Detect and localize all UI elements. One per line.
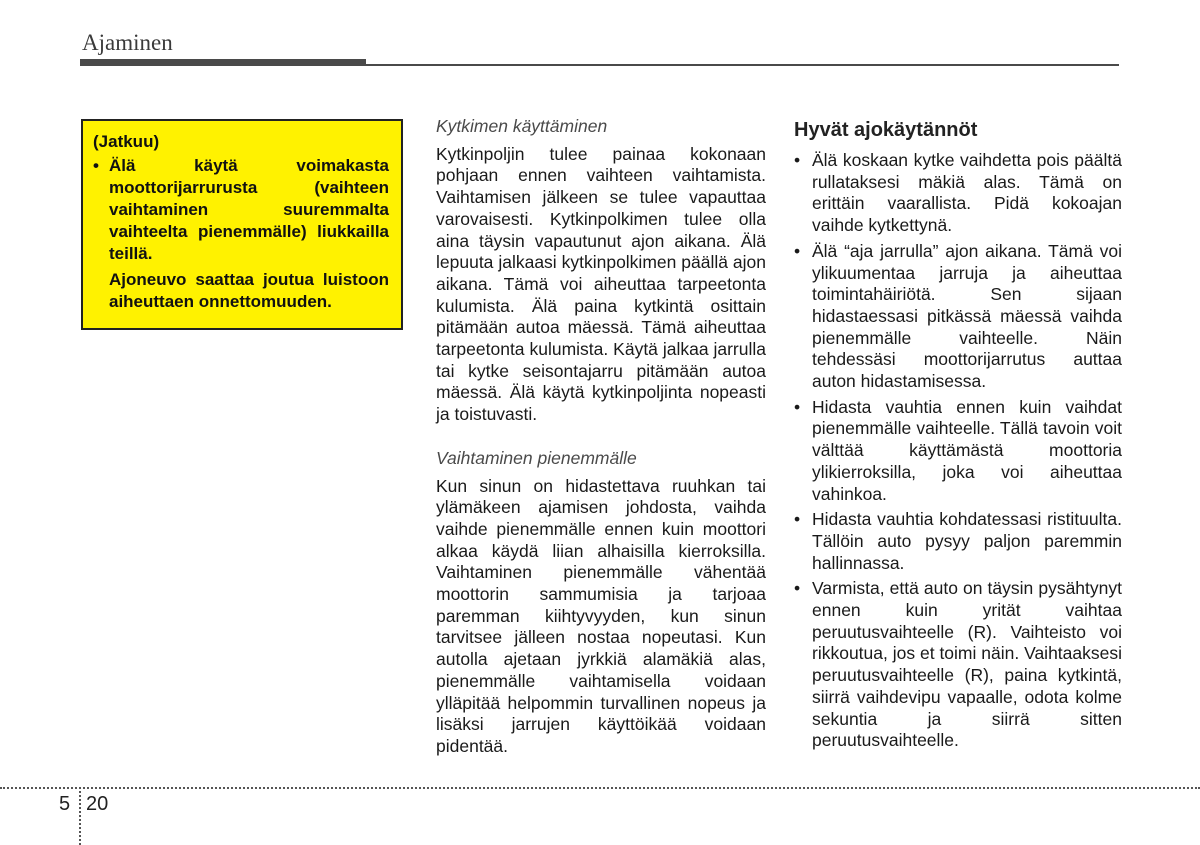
warning-bullet-text: Älä käytä voimakasta moottorijarrurusta (vaihteen vaihtaminen suuremmalta vaihteelta pienemmälle) liukkailla teillä. (109, 156, 389, 263)
header-rule-thick (80, 59, 366, 66)
bullet-dot: • (93, 156, 99, 175)
chapter-number: 5 (59, 793, 71, 815)
header-rule-thin (366, 64, 1119, 66)
practice-item (794, 150, 1122, 237)
warning-extra-text: Ajoneuvo saattaa joutua luistoon aiheuttaen onnettomuuden. (109, 270, 389, 311)
practice-item (794, 509, 1122, 574)
bullet-dot: • (794, 240, 801, 261)
section-title-clutch: Kytkimen käyttäminen (436, 116, 608, 136)
bullet-dot: • (794, 509, 801, 530)
page-header-title: Ajaminen (82, 30, 173, 55)
footer-rule (0, 787, 1200, 789)
practice-item-text: Varmista, että auto on täysin pysähtynyt ennen kuin yrität vaihtaa peruutusvaihteelle (R). Vaihteisto voi rikkoutua, jos et toimi näin. Vaihtaaksesi peruutusvaihteelle (R), paina kytkintä, siirrä vaihdevipu vapaalle, odota kolme sekuntia ja siirrä sitten peruutusvaihteelle. (812, 578, 1122, 751)
bullet-dot: • (794, 578, 801, 599)
good-practices-heading: Hyvät ajokäytännöt (794, 119, 978, 141)
practice-item-text: Älä koskaan kytke vaihdetta pois päältä rullataksesi mäkiä alas. Tämä on erittäin vaarallista. Pidä kokoajan vaihde kytkettynä. (812, 150, 1122, 236)
section-title-downshift: Vaihtaminen pienemmälle (436, 447, 637, 468)
section-text-clutch: Kytkinpoljin tulee painaa kokonaan pohjaan ennen vaihteen vaihtamista. Vaihtamisen jälkeen se tulee vapauttaa varovaisesti. Kytkinpolkimen tulee olla aina täysin vapautunut ajon aikana. Älä lepuuta jalkaasi kytkinpolkimen päällä ajon aikana. Tämä voi aiheuttaa tarpeetonta kulumista. Älä paina kytkintä osittain pitämään autoa mäessä. Tämä aiheuttaa tarpeetonta kulumista. Käytä jalkaa jarrulla tai kytke seisontajarru pitämään autoa mäessä. Älä käytä kytkinpoljinta nopeasti ja toistuvasti. (436, 143, 766, 425)
section-text-downshift: Kun sinun on hidastettava ruuhkan tai ylämäkeen ajamisen johdosta, vaihda vaihde pienemmälle ennen kuin moottori alkaa käydä liian alhaisilla kierroksilla. Vaihtaminen pienemmälle vähentää moottorin sammumisia ja tarjoaa paremman kiihtyvyyden, kun sinun tarvitsee jälleen nostaa nopeutasi. Kun autolla ajetaan jyrkkiä alamäkiä alas, pienemmälle vaihtamisella voidaan ylläpitää helpommin turvallinen nopeus ja lisäksi jarrujen käyttöikää voidaan pidentää. (436, 475, 766, 756)
middle-column (436, 116, 766, 758)
right-column (794, 116, 1122, 756)
bullet-dot: • (794, 150, 801, 170)
practice-item-text: Älä “aja jarrulla” ajon aikana. Tämä voi ylikuumentaa jarruja ja aiheuttaa toimintahäiriötä. Sen sijaan hidastaessasi pitkässä mäessä vaihda pienemmälle vaihteelle. Näin tehdessäsi moottorijarrutus auttaa auton hidastamisessa. (812, 240, 1122, 392)
practice-item (794, 397, 1122, 506)
warning-title: (Jatkuu) (93, 132, 160, 151)
practice-item (794, 578, 1122, 752)
footer-divider (79, 787, 81, 845)
bullet-dot: • (794, 396, 801, 417)
practice-item (794, 241, 1122, 393)
warning-box (81, 119, 403, 330)
warning-bullet (93, 155, 389, 265)
practice-item-text: Hidasta vauhtia kohdatessasi ristituulta. Tällöin auto pysyy paljon paremmin hallinnassa. (812, 509, 1122, 573)
practice-item-text: Hidasta vauhtia ennen kuin vaihdat pienemmälle vaihteelle. Tällä tavoin voit välttää käyttämästä moottoria ylikierroksilla, joka voi aiheuttaa vahinkoa. (812, 396, 1122, 504)
page-number: 20 (86, 793, 109, 815)
